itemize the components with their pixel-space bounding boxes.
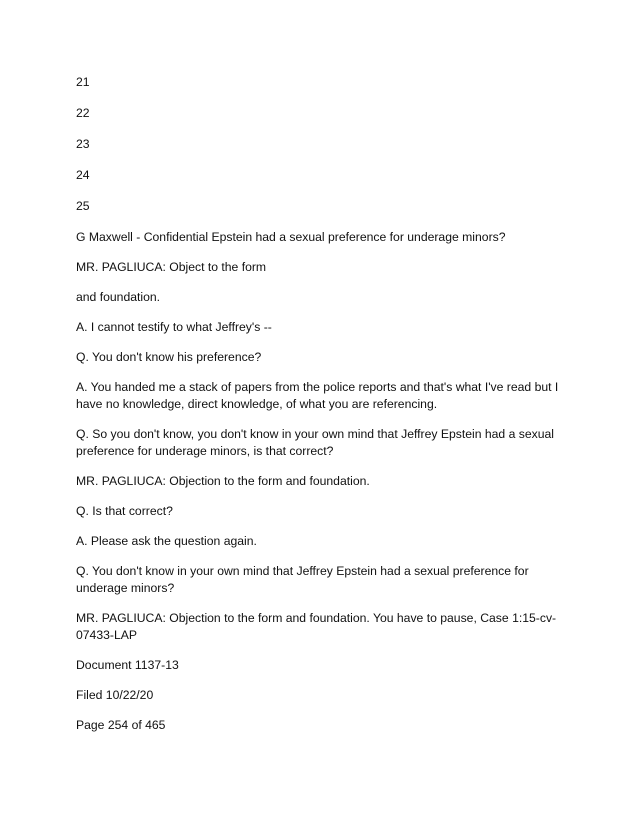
transcript-objection-continued: and foundation. — [76, 290, 161, 304]
transcript-answer: A. Please ask the question again. — [76, 534, 257, 548]
transcript-question: Q. So you don't know, you don't know in your own mind that Jeffrey Epstein had a sexual preference for underage minors, is that correct? — [76, 427, 554, 458]
line-number: 21 — [76, 75, 90, 89]
transcript-objection: MR. PAGLIUCA: Objection to the form and foundation. — [76, 474, 370, 488]
filed-date: Filed 10/22/20 — [76, 688, 154, 702]
transcript-question: Q. Is that correct? — [76, 504, 173, 518]
line-number: 25 — [76, 199, 90, 213]
line-number: 22 — [76, 106, 90, 120]
transcript-answer: A. You handed me a stack of papers from the police reports and that's what I've read but I have no knowledge, direct knowledge, of what you are referencing. — [76, 380, 559, 411]
document-number: Document 1137-13 — [76, 658, 179, 672]
transcript-objection: MR. PAGLIUCA: Objection to the form and foundation. You have to pause, Case 1:15-cv-07433-LAP — [76, 611, 557, 642]
transcript-question: Q. You don't know his preference? — [76, 350, 262, 364]
transcript-question: Q. You don't know in your own mind that Jeffrey Epstein had a sexual preference for underage minors? — [76, 564, 529, 595]
page-number: Page 254 of 465 — [76, 718, 166, 732]
line-number: 24 — [76, 168, 90, 182]
transcript-answer: A. I cannot testify to what Jeffrey's -- — [76, 320, 272, 334]
line-number: 23 — [76, 137, 90, 151]
transcript-objection: MR. PAGLIUCA: Object to the form — [76, 260, 267, 274]
document-page — [76, 74, 566, 747]
transcript-header-line: G Maxwell - Confidential Epstein had a sexual preference for underage minors? — [76, 230, 506, 244]
